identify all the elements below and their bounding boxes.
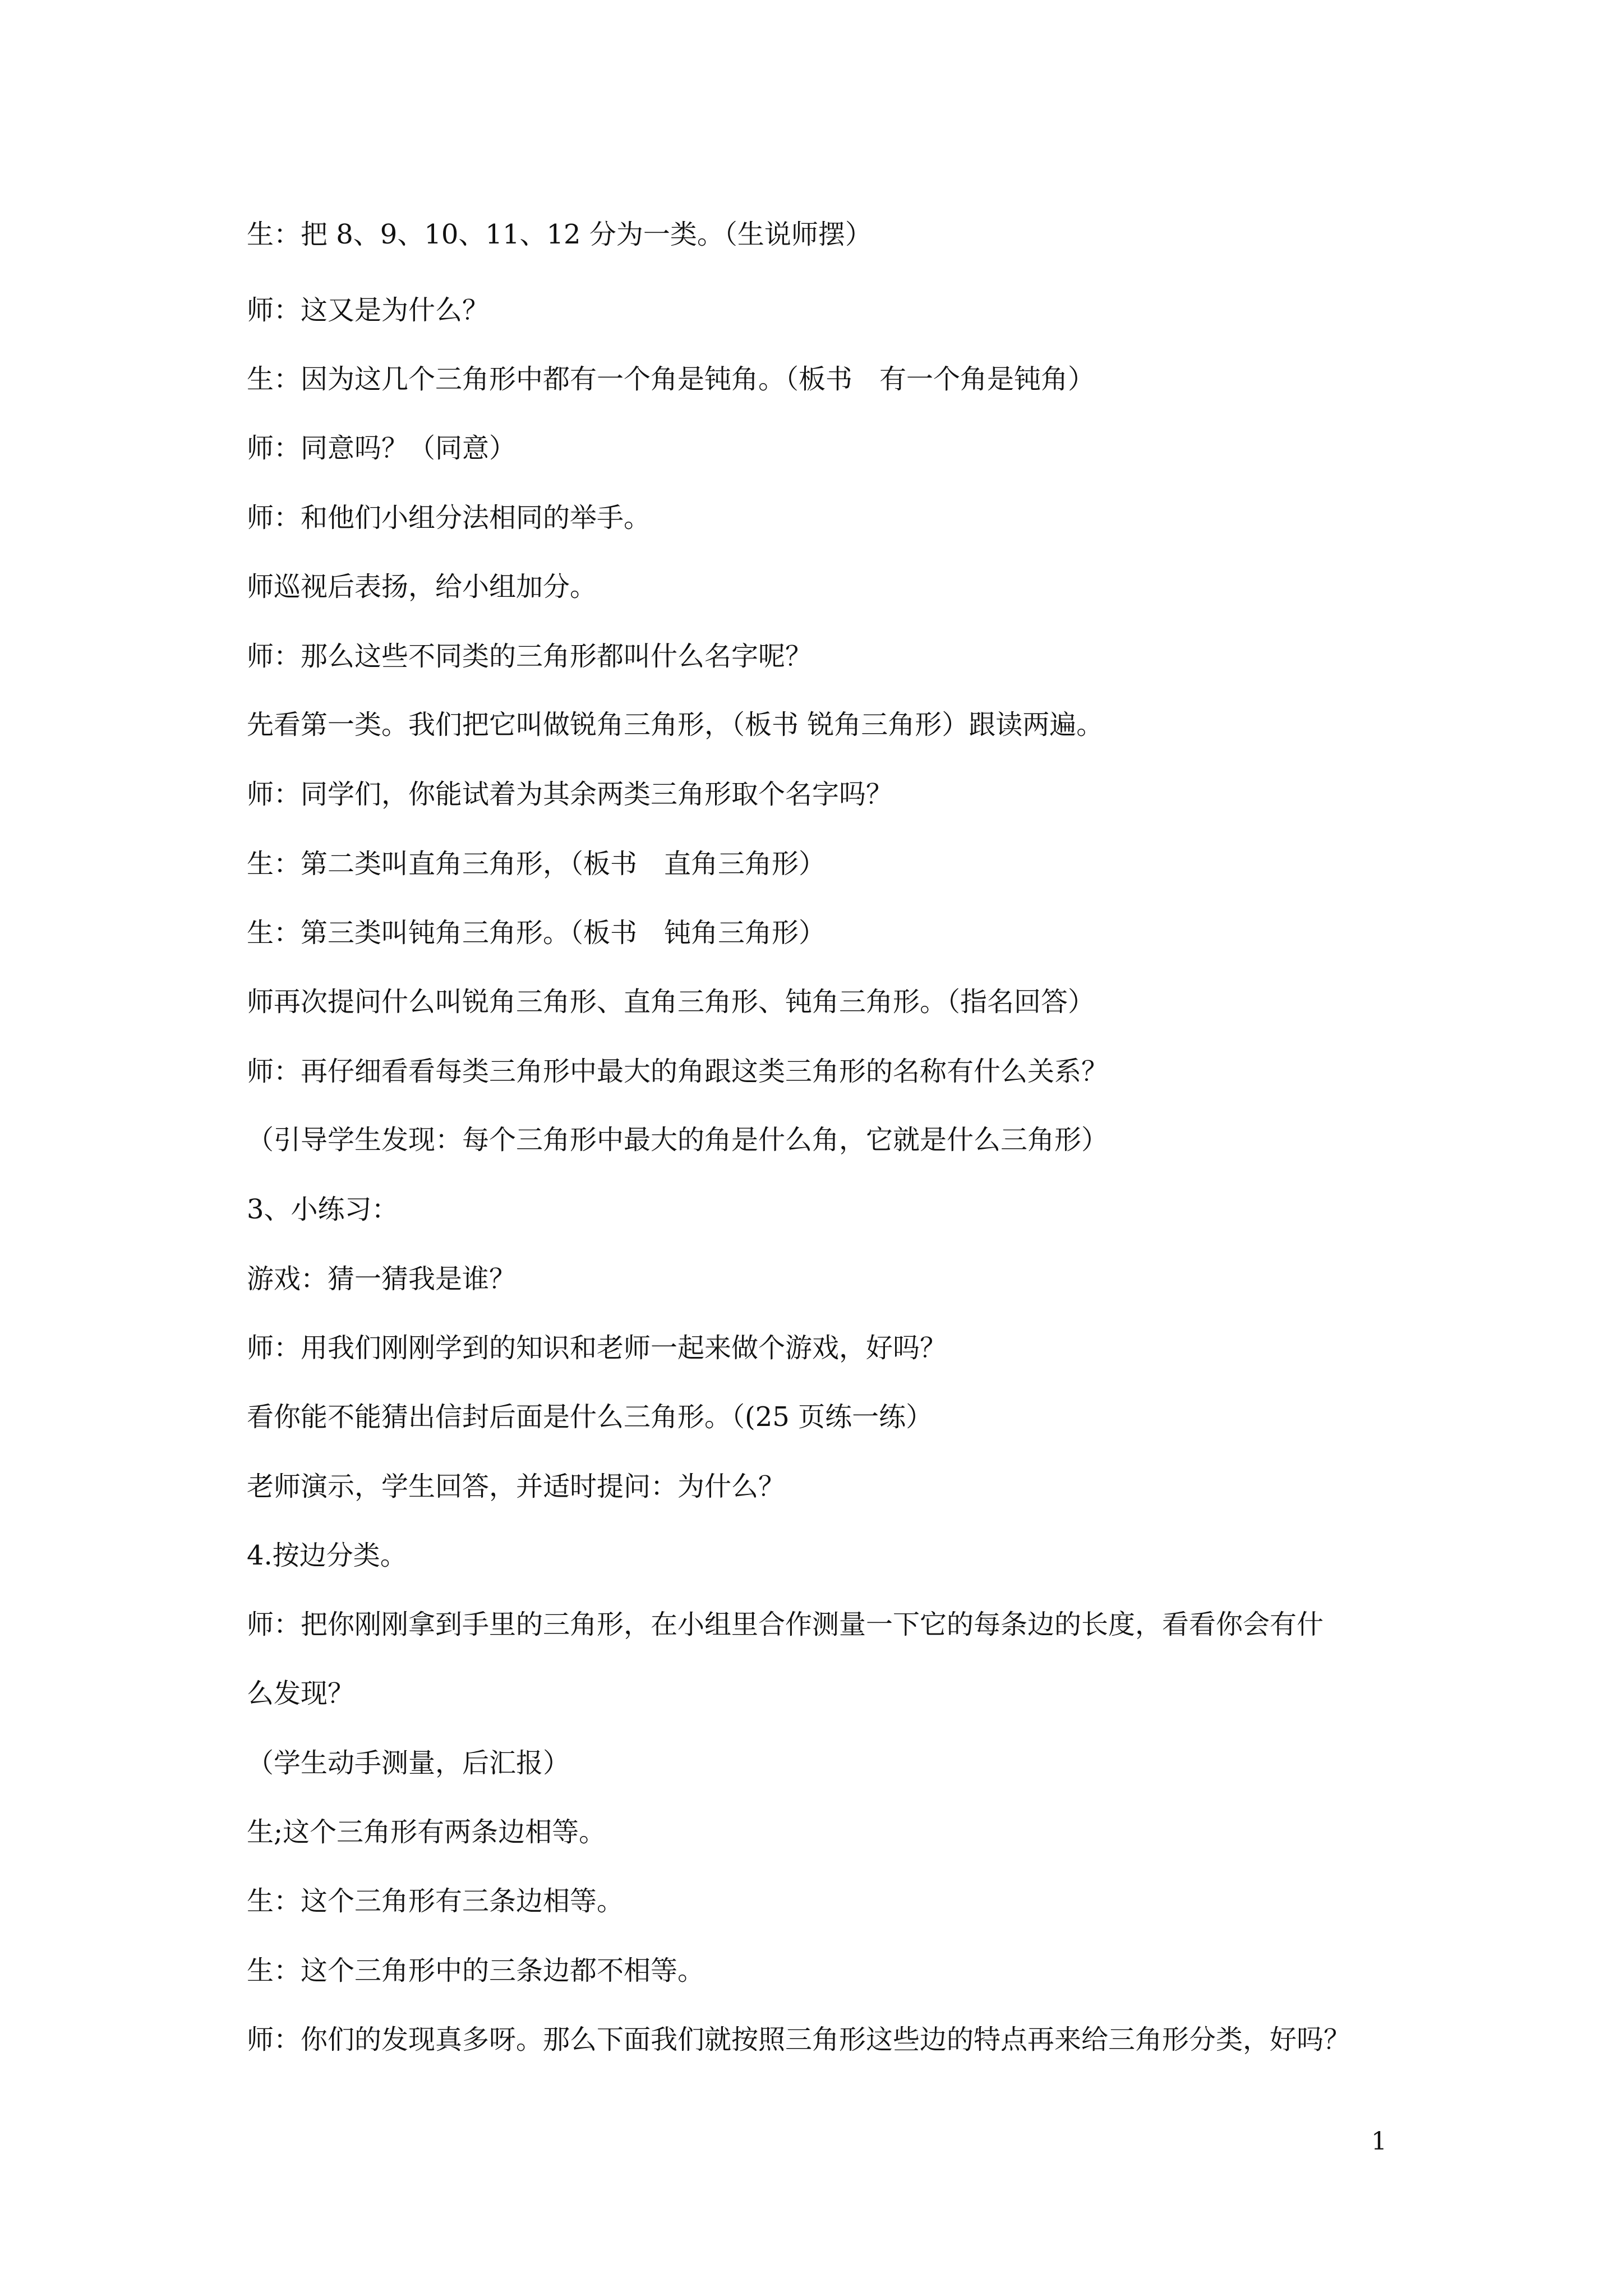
text-line: 师：那么这些不同类的三角形都叫什么名字呢？ — [247, 641, 813, 672]
text-line: 4.按边分类。 — [247, 1540, 407, 1571]
text-line: 师：你们的发现真多呀。那么下面我们就按照三角形这些边的特点再来给三角形分类，好吗？ — [247, 2024, 1351, 2055]
text-line: 先看第一类。我们把它叫做锐角三角形，（板书 锐角三角形）跟读两遍。 — [247, 709, 1104, 740]
text-line: 师：再仔细看看每类三角形中最大的角跟这类三角形的名称有什么关系？ — [247, 1056, 1109, 1087]
text-line: 么发现？ — [247, 1678, 355, 1709]
text-line: 游戏：猜一猜我是谁？ — [247, 1263, 517, 1295]
text-line: 老师演示，学生回答，并适时提问：为什么？ — [247, 1471, 786, 1502]
text-line: 师巡视后表扬，给小组加分。 — [247, 571, 597, 602]
text-line: 看你能不能猜出信封后面是什么三角形。（(25 页练一练） — [247, 1401, 933, 1433]
text-line: 师：同意吗？（同意） — [247, 432, 517, 464]
text-line: 生：把 8、9、10、11、12 分为一类。（生说师摆） — [247, 219, 872, 250]
text-line: 生：这个三角形中的三条边都不相等。 — [247, 1955, 705, 1986]
text-line: 生：第三类叫钝角三角形。（板书 钝角三角形） — [247, 917, 826, 949]
text-line: 师：用我们刚刚学到的知识和老师一起来做个游戏，好吗？ — [247, 1332, 947, 1364]
text-line: 3、小练习： — [247, 1194, 399, 1225]
text-line: （引导学生发现：每个三角形中最大的角是什么角，它就是什么三角形） — [247, 1124, 1109, 1156]
text-line: 师：同学们，你能试着为其余两类三角形取个名字吗？ — [247, 779, 893, 810]
text-line: 师：把你刚刚拿到手里的三角形，在小组里合作测量一下它的每条边的长度，看看你会有什 — [247, 1609, 1324, 1640]
text-line: （学生动手测量，后汇报） — [247, 1747, 570, 1779]
text-line: 师再次提问什么叫锐角三角形、直角三角形、钝角三角形。（指名回答） — [247, 986, 1095, 1018]
text-line: 生：因为这几个三角形中都有一个角是钝角。（板书 有一个角是钝角） — [247, 364, 1095, 395]
text-line: 师：这又是为什么？ — [247, 295, 490, 326]
text-line: 生：这个三角形有三条边相等。 — [247, 1885, 624, 1917]
text-line: 师：和他们小组分法相同的举手。 — [247, 502, 651, 533]
text-line: 生;这个三角形有两条边相等。 — [247, 1816, 606, 1848]
text-line: 生：第二类叫直角三角形，（板书 直角三角形） — [247, 848, 826, 880]
page-number: 1 — [1371, 2127, 1387, 2156]
